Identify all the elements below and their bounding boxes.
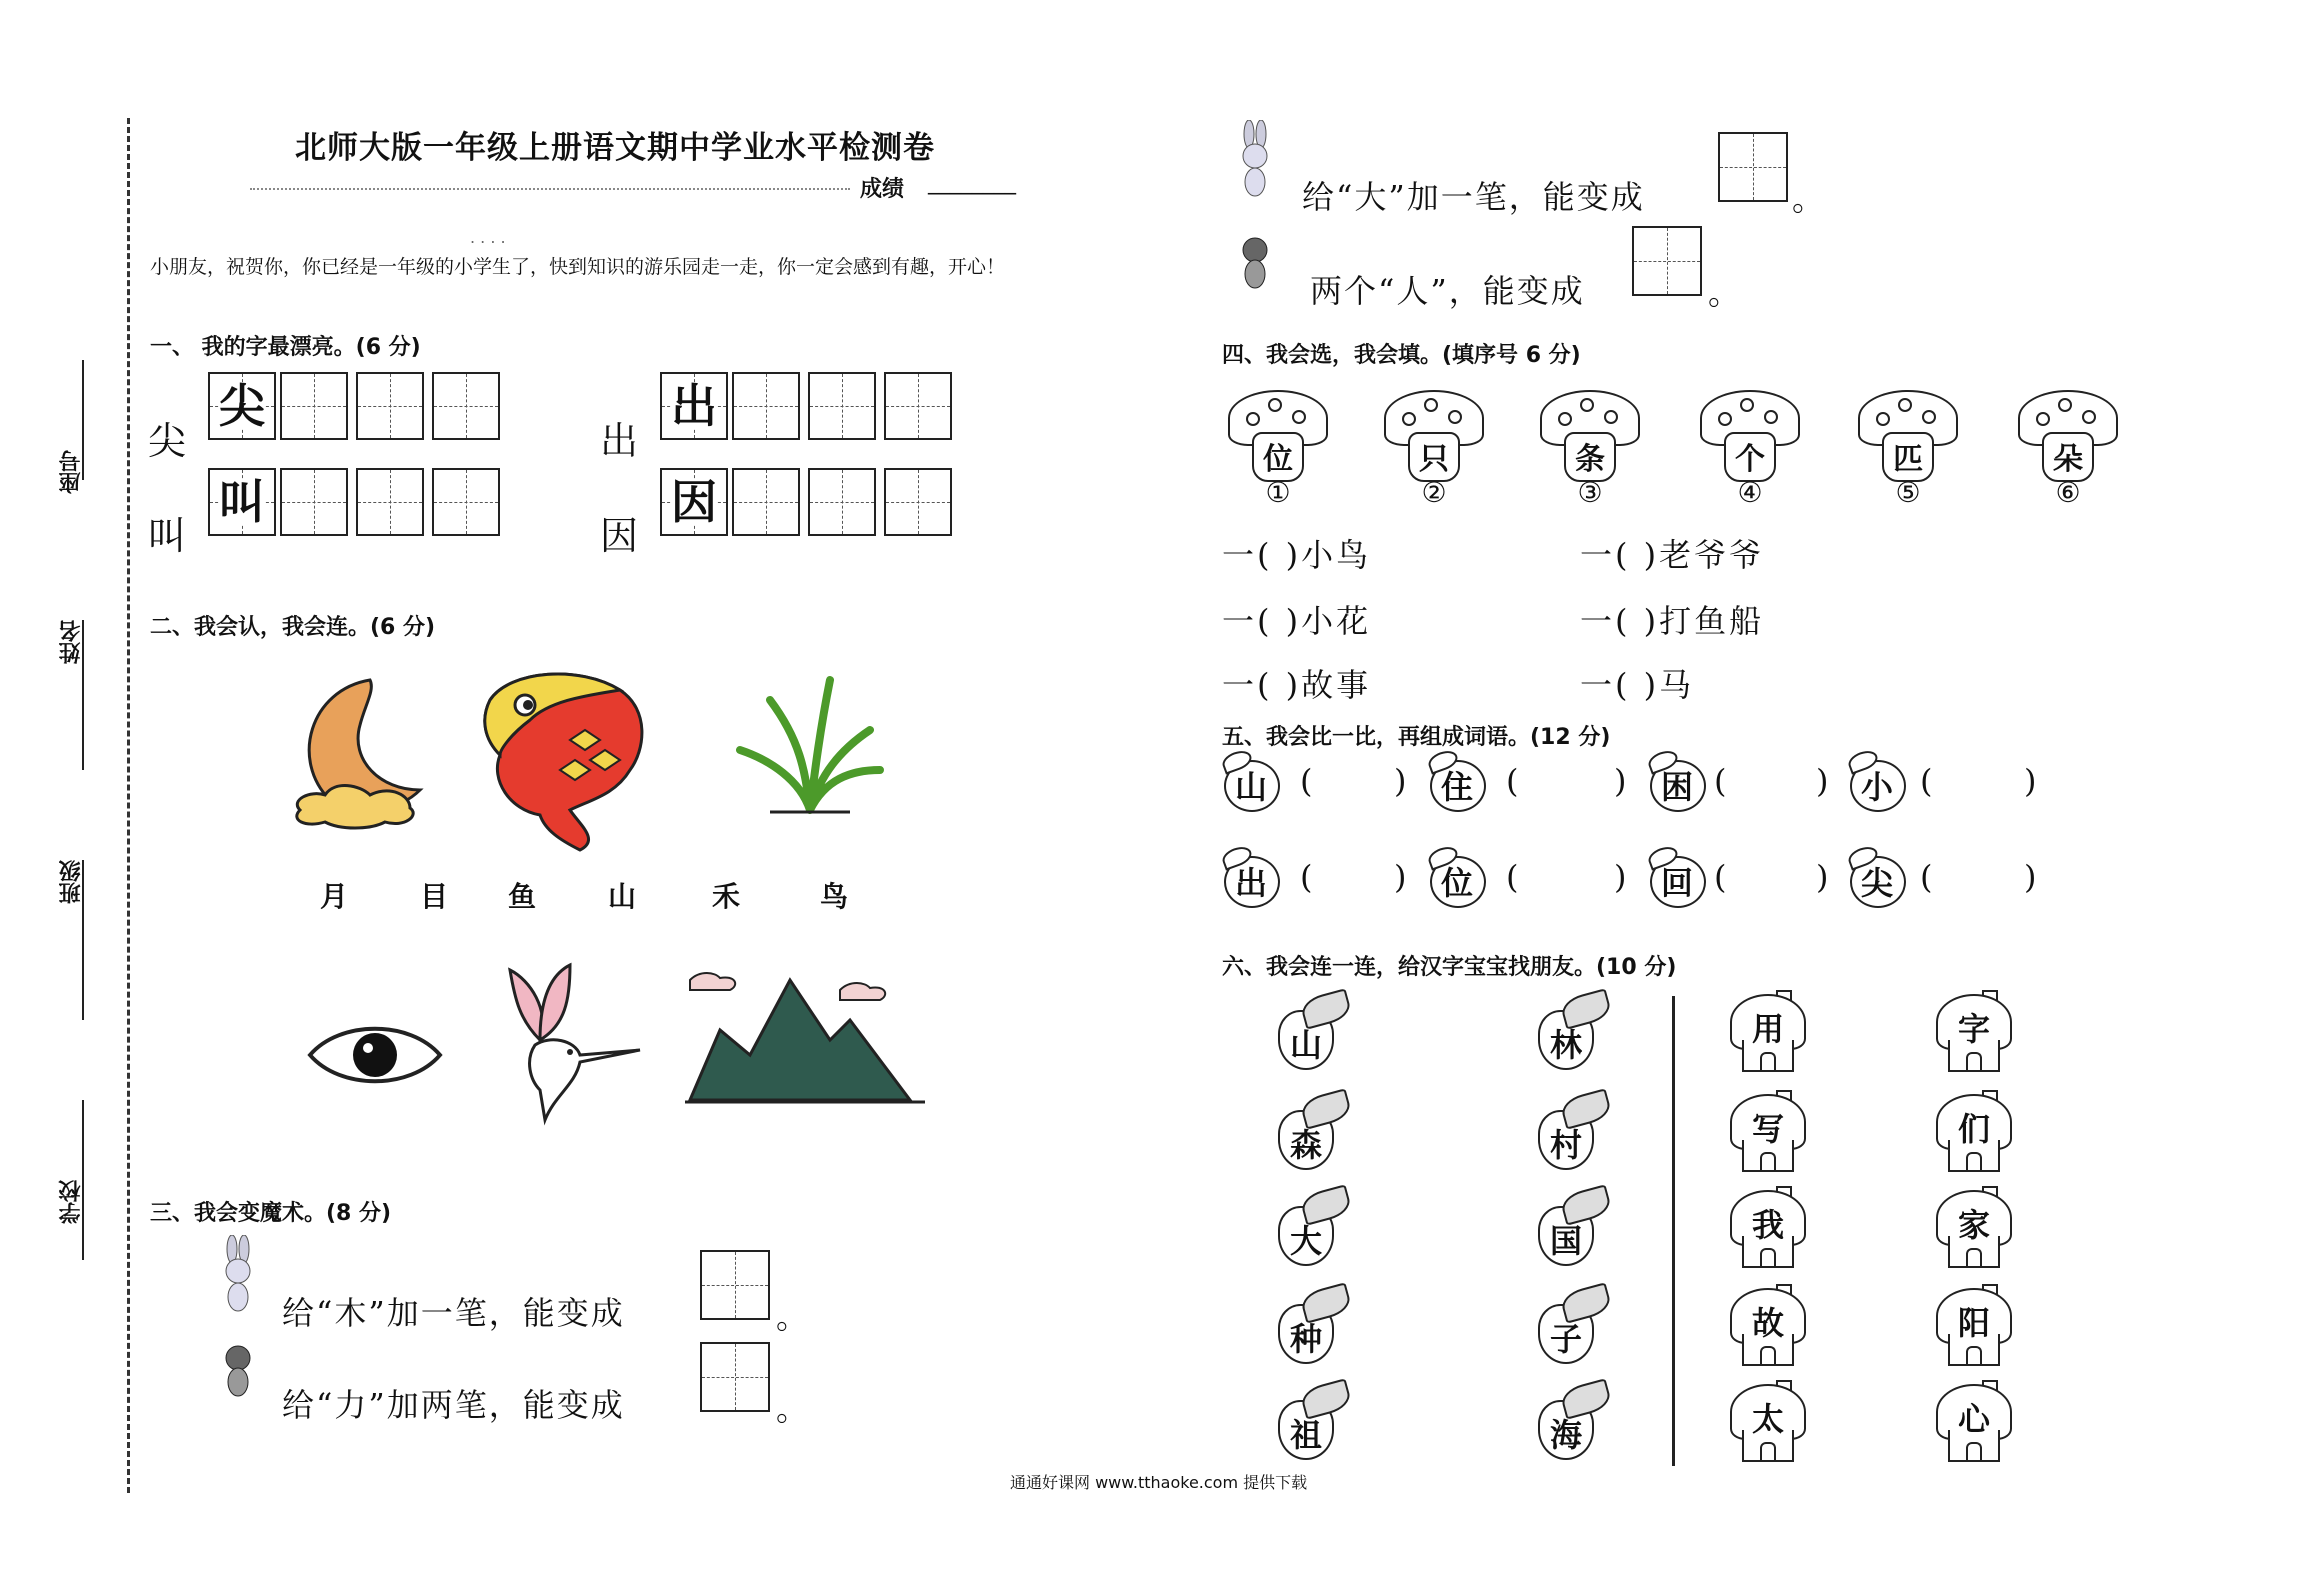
- house-char[interactable]: 故: [1726, 1284, 1810, 1368]
- period: 。: [776, 1298, 811, 1336]
- answer-box[interactable]: [1718, 132, 1788, 202]
- writing-box[interactable]: [808, 468, 876, 536]
- house-char[interactable]: 写: [1726, 1090, 1810, 1174]
- open-paren: (: [1714, 858, 1727, 896]
- sec1-model-jiao: 叫: [208, 468, 276, 536]
- apple-char: 住: [1428, 752, 1486, 810]
- leaf-char[interactable]: 山: [1262, 990, 1352, 1070]
- house-char[interactable]: 们: [1932, 1090, 2016, 1174]
- section-6-heading: 六、我会连一连，给汉字宝宝找朋友。(10 分): [1222, 955, 1677, 980]
- seat-label: 座号: [59, 450, 84, 494]
- writing-box[interactable]: [884, 468, 952, 536]
- open-paren: (: [1506, 858, 1519, 896]
- fill-item[interactable]: 一( )小鸟: [1222, 536, 1372, 574]
- house-char[interactable]: 心: [1932, 1380, 2016, 1464]
- period: 。: [1708, 274, 1743, 312]
- leaf-char[interactable]: 海: [1522, 1380, 1612, 1460]
- period: 。: [776, 1390, 811, 1428]
- sec1-model-chu: 出: [660, 372, 728, 440]
- close-paren: ): [2024, 762, 2037, 800]
- sec1-label-chu: 出: [600, 419, 639, 463]
- apple-char: 回: [1648, 848, 1706, 906]
- writing-box[interactable]: [884, 372, 952, 440]
- writing-box[interactable]: [356, 372, 424, 440]
- page-title: 北师大版一年级上册语文期中学业水平检测卷: [295, 130, 935, 166]
- rabbit-icon: [218, 1235, 258, 1315]
- eye-picture: [300, 1010, 450, 1100]
- mushroom-1: 位 ①: [1228, 390, 1328, 500]
- house-char[interactable]: 家: [1932, 1186, 2016, 1270]
- sec2-word-yue[interactable]: 月: [320, 880, 349, 913]
- period: 。: [1792, 180, 1827, 218]
- name-label: 姓名: [59, 620, 84, 664]
- sec1-model-yin: 因: [660, 468, 728, 536]
- open-paren: (: [1920, 858, 1933, 896]
- fill-item[interactable]: 一( )马: [1580, 666, 1695, 704]
- apple-char: 小: [1848, 752, 1906, 810]
- writing-box[interactable]: [432, 468, 500, 536]
- section-5-heading: 五、我会比一比，再组成词语。(12 分): [1222, 725, 1611, 750]
- close-paren: ): [1614, 762, 1627, 800]
- rabbit-icon: [1235, 120, 1275, 200]
- writing-box[interactable]: [356, 468, 424, 536]
- fill-item[interactable]: 一( )小花: [1222, 602, 1372, 640]
- close-paren: ): [2024, 858, 2037, 896]
- sec1-model-jian: 尖: [208, 372, 276, 440]
- close-paren: ): [1816, 762, 1829, 800]
- grass-picture: [730, 660, 890, 820]
- house-char[interactable]: 我: [1726, 1186, 1810, 1270]
- sec1-label-jian: 尖: [148, 419, 187, 463]
- footer-source: 通通好课网 www.tthaoke.com 提供下载: [1010, 1473, 1308, 1492]
- open-paren: (: [1920, 762, 1933, 800]
- intro-text: 小朋友，祝贺你，你已经是一年级的小学生了，快到知识的游乐园走一走，你一定会感到有趣，开心！: [150, 256, 1006, 278]
- sec2-word-niao[interactable]: 鸟: [820, 880, 849, 913]
- leaf-char[interactable]: 森: [1262, 1090, 1352, 1170]
- open-paren: (: [1300, 858, 1313, 896]
- score-blank: ________: [928, 170, 1016, 195]
- answer-box[interactable]: [700, 1250, 770, 1320]
- mushroom-6: 朵 ⑥: [2018, 390, 2118, 500]
- sec2-word-yu[interactable]: 鱼: [508, 880, 537, 913]
- school-label: 学校: [59, 1180, 84, 1224]
- apple-char: 山: [1222, 752, 1280, 810]
- leaf-char[interactable]: 林: [1522, 990, 1612, 1070]
- writing-box[interactable]: [280, 372, 348, 440]
- writing-box[interactable]: [732, 468, 800, 536]
- dotted-rule: [250, 188, 850, 190]
- moon-picture: [280, 670, 430, 830]
- house-char[interactable]: 用: [1726, 990, 1810, 1074]
- mushroom-5: 匹 ⑤: [1858, 390, 1958, 500]
- fill-item[interactable]: 一( )打鱼船: [1580, 602, 1765, 640]
- leaf-char[interactable]: 国: [1522, 1186, 1612, 1266]
- close-paren: ): [1394, 762, 1407, 800]
- sec1-label-jiao: 叫: [148, 514, 187, 558]
- section-1-heading: 一、 我的字最漂亮。(6 分): [150, 335, 421, 360]
- sec3-line-3: 给“大”加一笔，能变成: [1302, 178, 1645, 216]
- close-paren: ): [1614, 858, 1627, 896]
- apple-char: 尖: [1848, 848, 1906, 906]
- apple-char: 困: [1648, 752, 1706, 810]
- sec3-line-4: 两个“人”，能变成: [1310, 272, 1585, 310]
- house-char[interactable]: 字: [1932, 990, 2016, 1074]
- score-label: 成绩: [860, 177, 905, 202]
- open-paren: (: [1714, 762, 1727, 800]
- writing-box[interactable]: [808, 372, 876, 440]
- mushroom-3: 条 ③: [1540, 390, 1640, 500]
- leaf-char[interactable]: 祖: [1262, 1380, 1352, 1460]
- sec1-label-yin: 因: [600, 514, 639, 558]
- cat-icon: [218, 1340, 258, 1400]
- mushroom-2: 只 ②: [1384, 390, 1484, 500]
- leaf-char[interactable]: 村: [1522, 1090, 1612, 1170]
- cat-icon: [1235, 232, 1275, 292]
- class-label: 班级: [59, 860, 84, 904]
- close-paren: ): [1816, 858, 1829, 896]
- apple-char: 位: [1428, 848, 1486, 906]
- dots: . . . .: [470, 228, 506, 247]
- sec3-line-2: 给“力”加两笔，能变成: [282, 1386, 625, 1424]
- section-6-divider: [1672, 996, 1675, 1466]
- sec3-line-1: 给“木”加一笔，能变成: [282, 1294, 625, 1332]
- sec2-word-shan[interactable]: 山: [608, 880, 637, 913]
- house-char[interactable]: 太: [1726, 1380, 1810, 1464]
- apple-char: 出: [1222, 848, 1280, 906]
- fill-item[interactable]: 一( )故事: [1222, 666, 1372, 704]
- mountain-picture: [680, 960, 930, 1110]
- open-paren: (: [1300, 762, 1313, 800]
- writing-box[interactable]: [732, 372, 800, 440]
- answer-box[interactable]: [700, 1342, 770, 1412]
- writing-box[interactable]: [432, 372, 500, 440]
- house-char[interactable]: 阳: [1932, 1284, 2016, 1368]
- fish-picture: [470, 660, 670, 860]
- mushroom-4: 个 ④: [1700, 390, 1800, 500]
- leaf-char[interactable]: 子: [1522, 1284, 1612, 1364]
- section-3-heading: 三、我会变魔术。(8 分): [150, 1201, 392, 1226]
- section-4-heading: 四、我会选，我会填。(填序号 6 分): [1222, 343, 1581, 368]
- fold-line: [127, 118, 130, 1493]
- writing-box[interactable]: [280, 468, 348, 536]
- leaf-char[interactable]: 种: [1262, 1284, 1352, 1364]
- leaf-char[interactable]: 大: [1262, 1186, 1352, 1266]
- section-2-heading: 二、我会认，我会连。(6 分): [150, 615, 436, 640]
- sec2-word-mu[interactable]: 目: [420, 880, 449, 913]
- open-paren: (: [1506, 762, 1519, 800]
- answer-box[interactable]: [1632, 226, 1702, 296]
- sec2-word-he[interactable]: 禾: [712, 880, 741, 913]
- fill-item[interactable]: 一( )老爷爷: [1580, 536, 1765, 574]
- bird-picture: [480, 960, 650, 1140]
- close-paren: ): [1394, 858, 1407, 896]
